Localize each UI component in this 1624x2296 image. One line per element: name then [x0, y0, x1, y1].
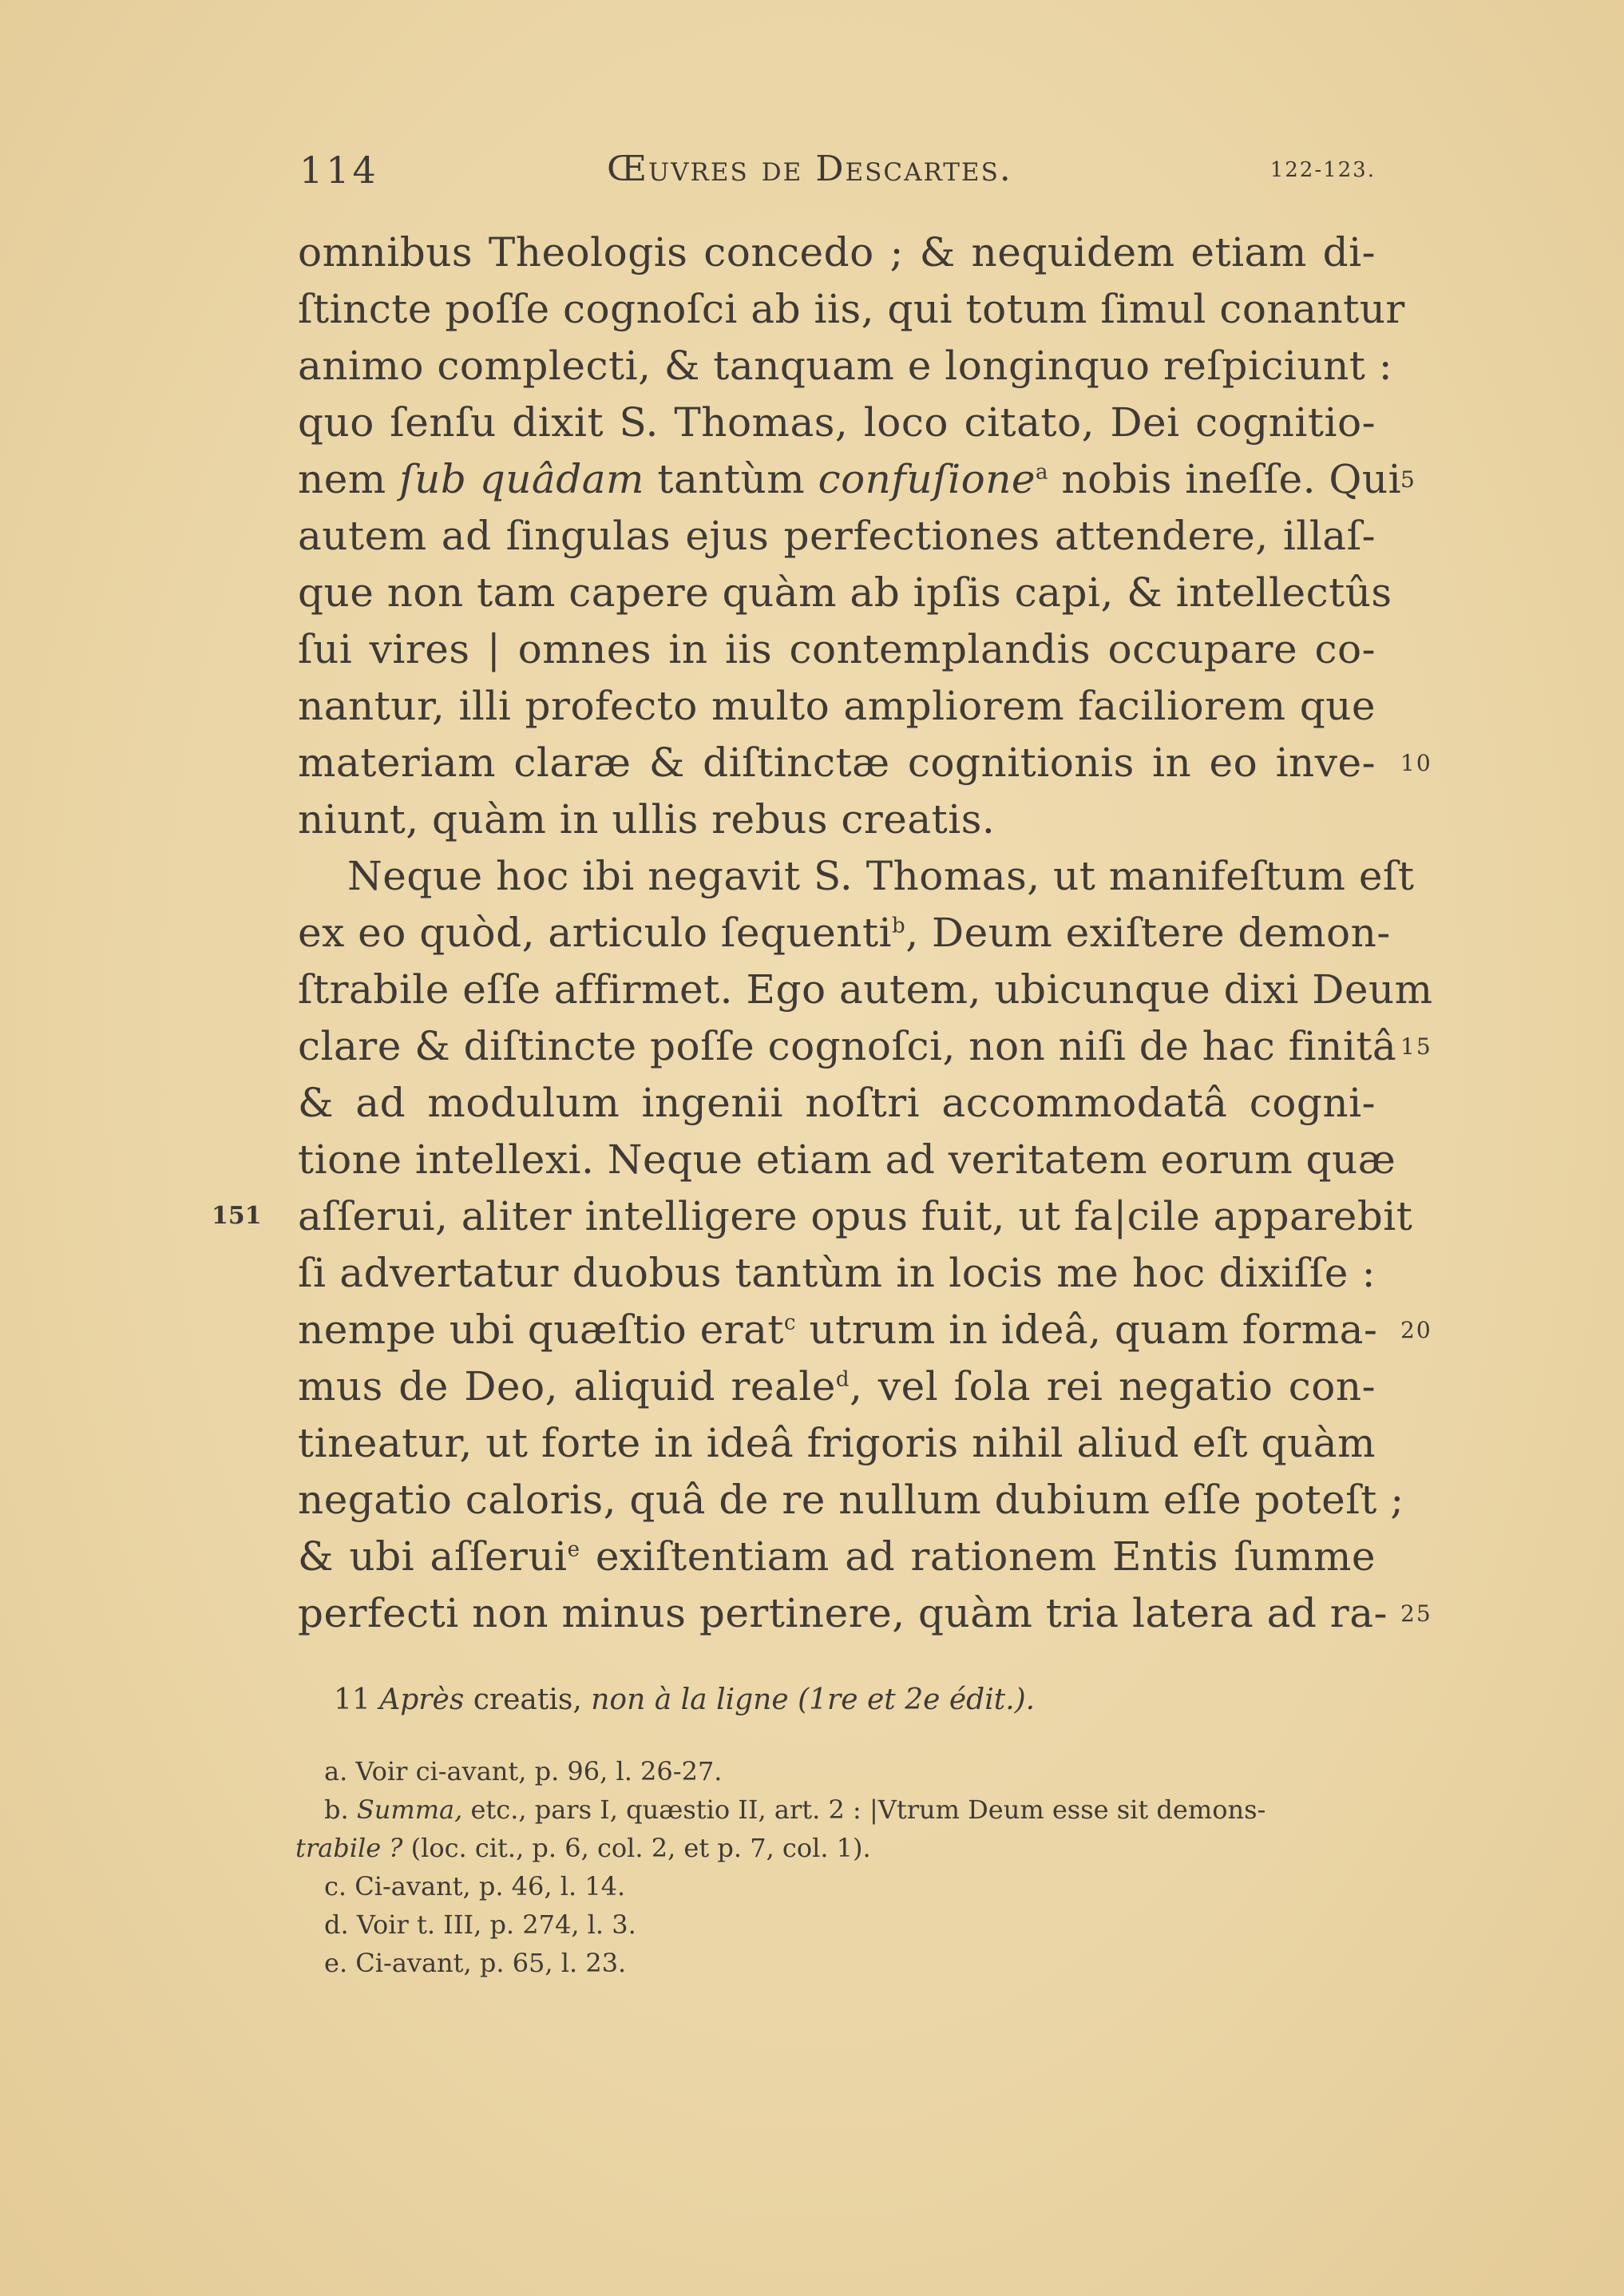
footnote-line: b. Summa, etc., pars I, quæstio II, art. 2 : |Vtrum Deum esse sit demons-	[324, 1794, 1266, 1825]
page-number: 114	[299, 149, 379, 192]
text-line: nantur, illi profecto multo ampliorem faciliorem que	[298, 683, 1376, 729]
text-line: aſſerui, aliter intelligere opus fuit, ut fa|cile apparebit	[298, 1193, 1413, 1239]
text-line: perfecti non minus pertinere, quàm tria latera ad ra-	[298, 1590, 1388, 1636]
variant-label: Après	[379, 1683, 465, 1716]
line-number: 20	[1400, 1317, 1432, 1343]
line-number: 15	[1400, 1033, 1432, 1060]
page-header	[299, 149, 1376, 196]
footnote-line: trabile ? (loc. cit., p. 6, col. 2, et p. 7, col. 1).	[295, 1833, 871, 1863]
text-line: omnibus Theologis concedo ; & nequidem etiam di-	[298, 229, 1376, 276]
footnote-line: e. Ci-avant, p. 65, l. 23.	[324, 1948, 627, 1978]
variant-note	[334, 1683, 1035, 1716]
running-title: Œuvres de Descartes.	[607, 149, 1012, 189]
footnote-line: d. Voir t. III, p. 274, l. 3.	[324, 1909, 636, 1940]
text-line: niunt, quàm in ullis rebus creatis.	[298, 796, 996, 843]
text-line: tione intellexi. Neque etiam ad veritatem eorum quæ	[298, 1136, 1396, 1183]
variant-editions: (1re et 2e édit.).	[798, 1683, 1036, 1716]
text-line: que non tam capere quàm ab ipſis capi, & intellectûs	[298, 569, 1392, 616]
text-line: ſui vires | omnes in iis contemplandis occupare co-	[298, 626, 1376, 672]
line-number: 25	[1400, 1600, 1432, 1627]
text-line: nem ſub quâdam tantùm confuſione$^a$ nobis ineſſe. Qui	[298, 456, 1402, 502]
footnote-line: a. Voir ci-avant, p. 96, l. 26-27.	[324, 1756, 723, 1786]
text-line: ſtincte poſſe cognoſci ab iis, qui totum ſimul conantur	[298, 286, 1405, 332]
text-line: autem ad ſingulas ejus perfectiones attendere, illaſ-	[298, 513, 1376, 559]
text-line: ſi advertatur duobus tantùm in locis me hoc dixiſſe :	[298, 1250, 1376, 1296]
footnote-line: c. Ci-avant, p. 46, l. 14.	[324, 1871, 626, 1901]
text-line: materiam claræ & diſtinctæ cognitionis in eo inve-	[298, 740, 1376, 786]
variant-comment: non à la ligne	[591, 1683, 789, 1716]
text-line: & ubi aſſerui$^e$ exiſtentiam ad rationem Entis ſumme	[298, 1533, 1376, 1580]
line-number: 10	[1400, 750, 1432, 776]
text-line: tineatur, ut forte in ideâ frigoris nihil aliud eſt quàm	[298, 1420, 1376, 1466]
text-line: nempe ubi quæſtio erat$^c$ utrum in ideâ, quam forma-	[298, 1307, 1378, 1353]
text-line: ſtrabile eſſe affirmet. Ego autem, ubicunque dixi Deum	[298, 966, 1433, 1013]
variant-line-number: 11	[334, 1683, 370, 1716]
line-number: 5	[1400, 466, 1416, 493]
text-line: mus de Deo, aliquid reale$^d$, vel ſola rei negatio con-	[298, 1363, 1376, 1410]
text-line: ex eo quòd, articulo ſequenti$^b$, Deum exiſtere demon-	[298, 910, 1391, 956]
text-line: & ad modulum ingenii noſtri accommodatâ cogni-	[298, 1080, 1376, 1126]
margin-page-reference: 151	[212, 1202, 262, 1230]
page-range: 122-123.	[1269, 158, 1376, 182]
text-line: negatio caloris, quâ de re nullum dubium eſſe poteſt ;	[298, 1477, 1404, 1523]
text-line: animo complecti, & tanquam e longinquo reſpiciunt :	[298, 343, 1393, 389]
text-line: clare & diſtincte poſſe cognoſci, non niſi de hac finitâ	[298, 1023, 1397, 1069]
text-line: quo ſenſu dixit S. Thomas, loco citato, Dei cognitio-	[298, 399, 1376, 446]
variant-word: creatis,	[473, 1683, 582, 1716]
text-line: Neque hoc ibi negavit S. Thomas, ut manifeſtum eſt	[347, 853, 1415, 899]
